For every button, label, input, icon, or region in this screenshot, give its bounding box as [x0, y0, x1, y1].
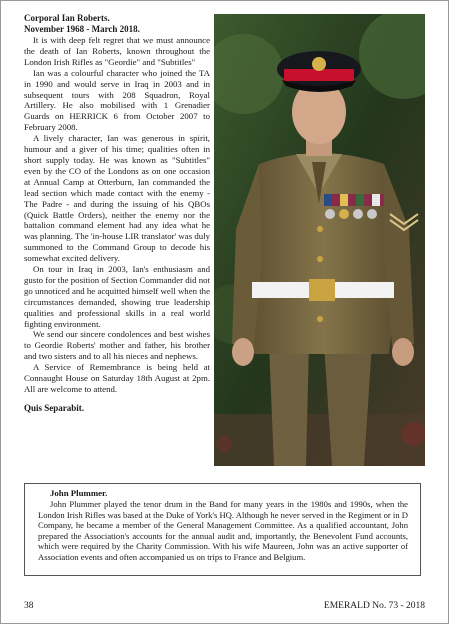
box-paragraph: John Plummer played the tenor drum in the Band for many years in the 1980s and 1990s, when the London Irish Rifles was based at the Duke of York's HQ. Although he never served in the Regiment or in D Company, he became a member of the General Management Committee. As a qualified accountant, John prepared the Association's accounts for the annual audit and, importantly, the Benevolent Fund accounts, which were required by the Charity Commission. With his wife Maureen, John was an active supporter of Association events and often accompanied us on trips to France and Belgium. — [38, 499, 408, 562]
article-paragraph: It is with deep felt regret that we must announce the death of Ian Roberts, known throughout the London Irish Rifles as "Geordie" and "Subtitles" — [24, 35, 210, 67]
obituary-article — [24, 13, 210, 414]
regimental-motto: Quis Separabit. — [24, 402, 85, 413]
article-paragraph: A Service of Remembrance is being held at Connaught House on Saturday 18th August at 2pm. All are welcome to attend. — [24, 362, 210, 394]
magazine-issue: EMERALD No. 73 - 2018 — [323, 601, 425, 611]
soldier-portrait-image — [214, 14, 425, 466]
article-paragraph: We send our sincere condolences and best wishes to Geordie Roberts' mother and father, his brother and two sisters and to all his nieces and nephews. — [24, 329, 210, 362]
plummer-obituary-box — [24, 483, 421, 576]
article-paragraph: Ian was a colourful character who joined the TA in 1990 and would serve in Iraq in 2003 and in subsequent tours with 208 Squadron, Royal Artillery. He also mobilised with 1 Grenadier Guards on HERRICK 6 from October 2007 to February 2008. — [24, 67, 210, 133]
article-paragraph: A lively character, Ian was generous in spirit, humour and a giver of his time; qualities often in short supply today. He was known as "Subtitles" even by the CO of the Londons as on one occasion at Annual Camp at Otterburn, Ian commanded the lead section which made contact with the enemy - The Padre - and during the issuing of his QBOs (Quick Battle Orders), neither the enemy nor the battalion command element had any idea what he was planning. The 'in-house LIR translator' was duly summoned to the Command Group to decode his somewhat excited delivery. — [24, 133, 210, 264]
portrait-photo — [214, 14, 425, 466]
obituary-name: Corporal Ian Roberts. — [24, 13, 110, 23]
box-heading: John Plummer. — [50, 488, 108, 498]
article-paragraph: On tour in Iraq in 2003, Ian's enthusiasm and gusto for the position of Section Commander did not go unnoticed and he acquitted himself well when the circumstances demanded, showing true leadership qualities and professional skills in a real world fighting environment. — [24, 264, 210, 329]
obituary-dates: November 1968 - March 2018. — [24, 24, 140, 34]
page-number: 38 — [24, 601, 34, 611]
